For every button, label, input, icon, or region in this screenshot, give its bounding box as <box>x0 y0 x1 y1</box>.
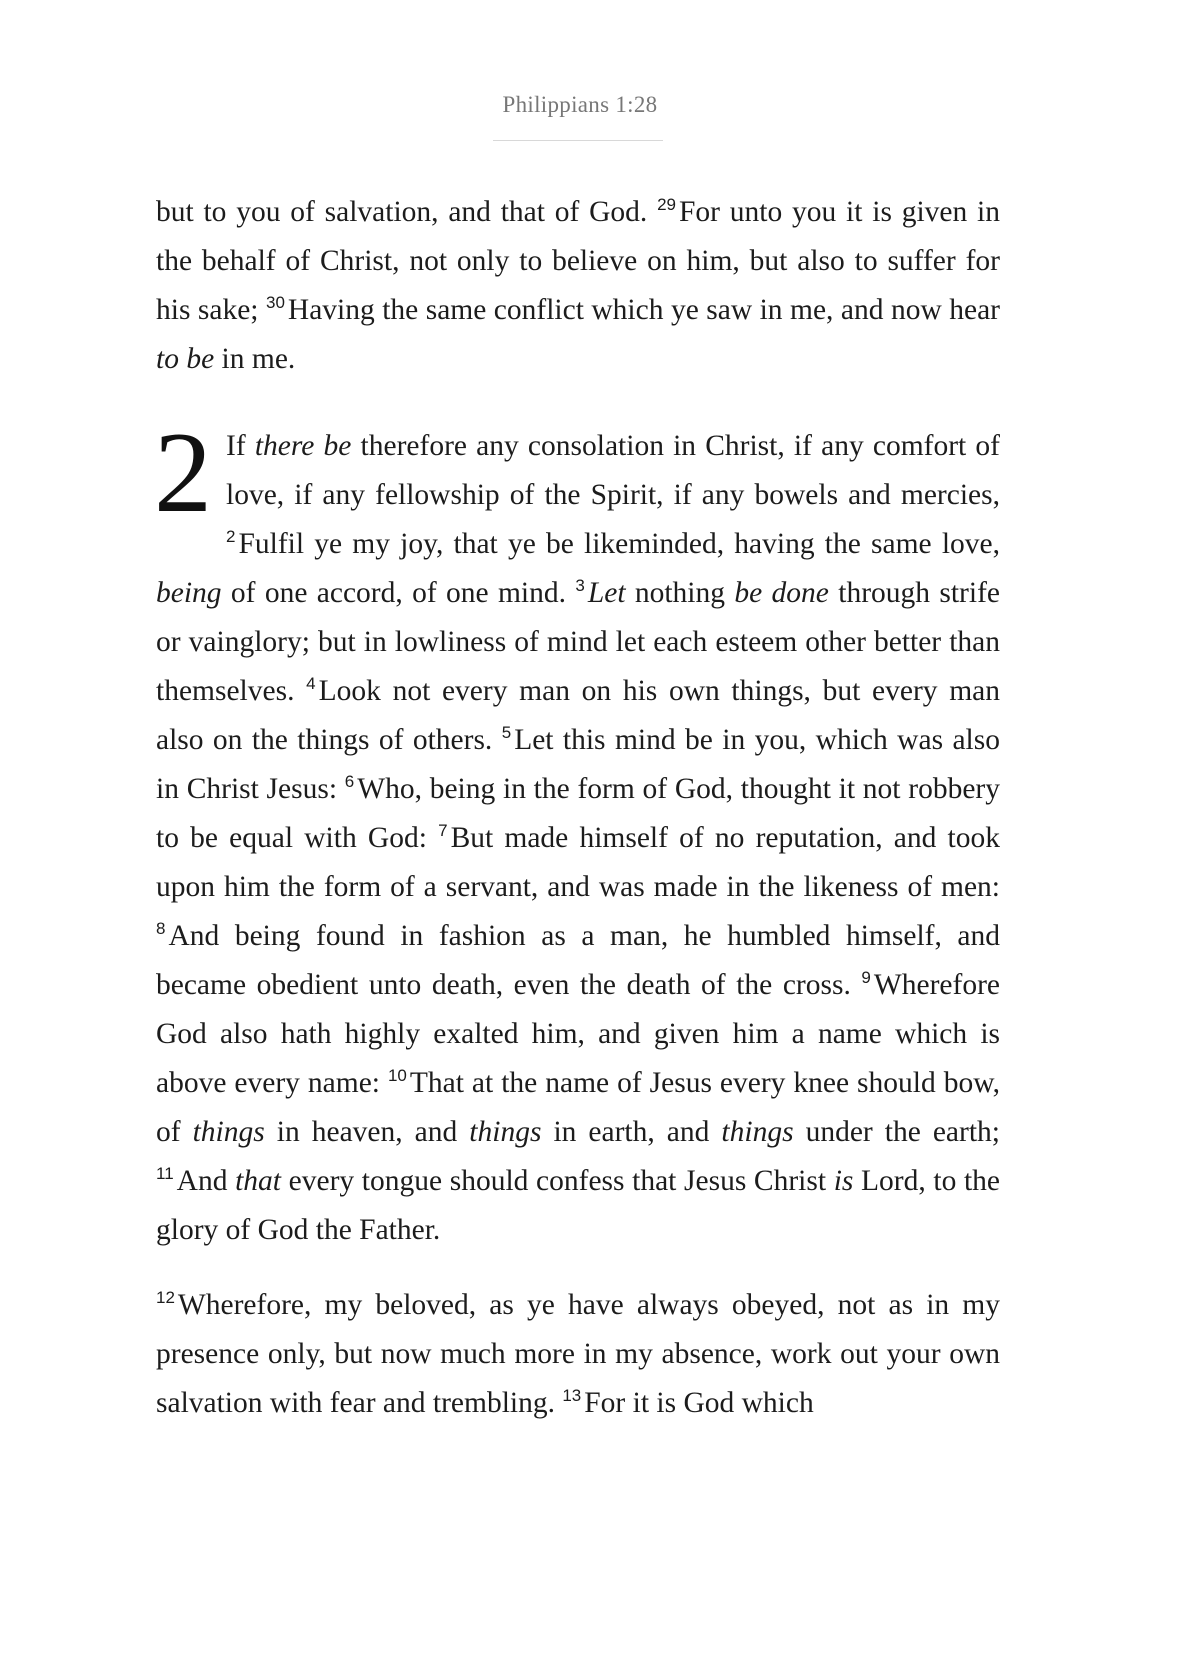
verse-text: Fulfil ye my joy, that ye be likeminded, having the same love, <box>238 528 1000 560</box>
verse-text: Look not every man on his own things, but every man also on the things of others. <box>156 675 1000 756</box>
verse-text: Wherefore God also hath highly exalted him, and given him a name which is above every name: <box>156 969 1000 1099</box>
verse-number: 2 <box>226 527 236 546</box>
verse-text: Let this mind be in you, which was also in Christ Jesus: <box>156 724 1000 805</box>
verse-text: But made himself of no reputation, and took upon him the form of a servant, and was made in the likeness of men: <box>156 822 1000 903</box>
verse-text: of one accord, of one mind. <box>221 577 576 609</box>
italic-text: there be <box>254 430 352 462</box>
verse-number: 10 <box>387 1066 407 1085</box>
verse-number: 8 <box>156 919 166 938</box>
verse-number: 29 <box>657 195 676 214</box>
paragraph <box>156 1281 1000 1428</box>
verse-number: 12 <box>156 1288 175 1307</box>
verse-text: Who, being in the form of God, thought it not robbery to be equal with God: <box>156 773 1000 854</box>
verse-text: For it is God which <box>584 1387 814 1419</box>
verse-number: 3 <box>575 576 585 595</box>
verse-text: through strife or vainglory; but in lowliness of mind let each esteem other better than themselves. <box>156 577 1000 707</box>
verse-number: 6 <box>344 772 355 791</box>
italic-text: be done <box>734 577 829 609</box>
verse-number: 9 <box>861 968 871 987</box>
verse-number: 11 <box>156 1164 174 1183</box>
italic-text: that <box>235 1165 282 1197</box>
verse-number: 13 <box>562 1386 582 1405</box>
scripture-text <box>156 188 1000 1428</box>
verse-text: And being found in fashion as a man, he humbled himself, and became obedient unto death, even the death of the cross. <box>156 920 1000 1001</box>
italic-text: things <box>192 1116 265 1148</box>
running-head-divider <box>493 140 663 141</box>
verse-text: Having the same conflict which ye saw in me, and now hear <box>287 294 1000 326</box>
verse-text: in earth, and <box>541 1116 722 1148</box>
verse-text: For unto you it is given in the behalf of Christ, not only to believe on him, but also to suffer for his sake; <box>156 196 1000 326</box>
verse-text: Lord, to the glory of God the Father. <box>156 1165 1001 1246</box>
verse-text: That at the name of Jesus every knee should bow, of <box>156 1067 1000 1148</box>
italic-text: Let <box>587 577 626 609</box>
verse-number: 30 <box>265 293 285 312</box>
verse-text: If <box>226 430 255 462</box>
verse-number: 7 <box>438 821 448 840</box>
chapter-drop-cap: 2 <box>154 409 212 537</box>
verse-text: in me. <box>214 343 296 375</box>
paragraph-chapter-start <box>154 409 1001 1255</box>
running-head: Philippians 1:28 <box>502 92 658 117</box>
verse-text: but to you of salvation, and that of God. <box>156 196 658 228</box>
verse-text: every tongue should confess that Jesus Christ <box>281 1165 834 1197</box>
verse-text: Wherefore, my beloved, as ye have always obeyed, not as in my presence only, but now much more in my absence, work out your own salvation with fear and trembling. <box>156 1289 1000 1419</box>
italic-text: things <box>721 1116 794 1148</box>
verse-text: in heaven, and <box>264 1116 470 1148</box>
verse-number: 4 <box>306 674 316 693</box>
verse-text: nothing <box>625 577 735 609</box>
italic-text: is <box>833 1165 854 1197</box>
italic-text: to be <box>156 343 215 375</box>
verse-text: therefore any consolation in Christ, if any comfort of love, if any fellowship of the Spirit, if any bowels and mercies, <box>226 430 1000 511</box>
paragraph <box>156 188 1000 384</box>
italic-text: being <box>156 577 222 609</box>
italic-text: things <box>469 1116 542 1148</box>
verse-text: And <box>176 1165 236 1197</box>
verse-number: 5 <box>501 723 512 742</box>
verse-text: under the earth; <box>793 1116 1000 1148</box>
